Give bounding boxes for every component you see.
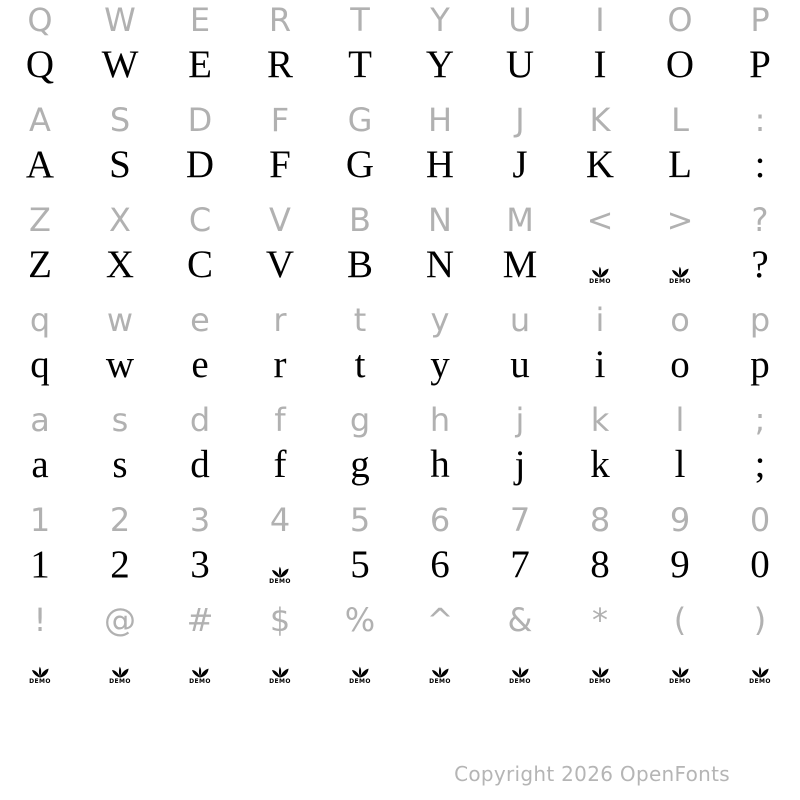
demo-word: DEMO [429, 677, 451, 685]
font-glyph-cell: Z [28, 242, 52, 286]
reference-char: I [595, 1, 605, 39]
reference-char: w [106, 301, 134, 339]
specimen-row [0, 500, 800, 600]
reference-char: h [429, 401, 451, 439]
reference-char: d [189, 401, 211, 439]
font-glyph-cell: a [31, 442, 49, 486]
demo-placeholder-glyph [109, 666, 131, 685]
demo-placeholder-glyph [269, 666, 291, 685]
demo-placeholder-glyph [589, 266, 611, 285]
specimen-row [0, 0, 800, 100]
reference-char: P [750, 1, 770, 39]
demo-word: DEMO [509, 677, 531, 685]
specimen-row [0, 100, 800, 200]
reference-char: K [589, 101, 611, 139]
font-glyph-cell: G [345, 142, 375, 186]
font-glyph-cell [160, 645, 240, 684]
font-glyph-cell: g [350, 442, 370, 486]
fleuron-icon [750, 666, 770, 678]
font-glyph-cell: 5 [350, 542, 370, 586]
reference-char: ( [673, 601, 687, 639]
font-glyph-cell: : [754, 142, 766, 186]
reference-char: ? [751, 201, 769, 239]
demo-word: DEMO [669, 677, 691, 685]
font-glyph-cell: P [749, 42, 771, 86]
font-glyph-cell: l [674, 442, 686, 486]
font-glyph-cell: 6 [430, 542, 450, 586]
reference-char: u [509, 301, 531, 339]
font-glyph-line [0, 636, 800, 692]
font-glyph-cell [720, 645, 800, 684]
reference-char: l [675, 401, 685, 439]
reference-char: a [30, 401, 50, 439]
demo-word: DEMO [189, 677, 211, 685]
font-glyph-cell: t [354, 342, 366, 386]
reference-char: k [590, 401, 610, 439]
font-glyph-line [0, 436, 800, 492]
reference-char: f [274, 401, 286, 439]
reference-char: @ [104, 601, 136, 639]
fleuron-icon [590, 266, 610, 278]
fleuron-icon [30, 666, 50, 678]
reference-char: H [427, 101, 453, 139]
demo-word: DEMO [749, 677, 771, 685]
font-glyph-cell [480, 645, 560, 684]
reference-char: Z [29, 201, 51, 239]
reference-char: > [666, 201, 694, 239]
demo-word: DEMO [589, 277, 611, 285]
fleuron-icon [510, 666, 530, 678]
reference-char: 5 [349, 501, 371, 539]
demo-placeholder-glyph [749, 666, 771, 685]
font-glyph-cell: B [346, 242, 373, 286]
reference-char: 8 [589, 501, 611, 539]
reference-char: ! [33, 601, 47, 639]
font-glyph-cell: 7 [510, 542, 530, 586]
font-glyph-cell [640, 645, 720, 684]
font-glyph-cell: 2 [110, 542, 130, 586]
reference-char: ) [753, 601, 767, 639]
reference-char: ; [754, 401, 766, 439]
reference-char: q [29, 301, 51, 339]
font-glyph-cell [0, 645, 80, 684]
reference-char: V [269, 201, 291, 239]
font-glyph-cell: C [186, 242, 213, 286]
reference-char: G [347, 101, 373, 139]
reference-char: p [749, 301, 771, 339]
specimen-row [0, 200, 800, 300]
copyright-text: Copyright 2026 OpenFonts [454, 762, 730, 786]
reference-char: J [515, 101, 525, 139]
font-glyph-cell: N [425, 242, 455, 286]
font-glyph-cell: K [585, 142, 615, 186]
demo-placeholder-glyph [509, 666, 531, 685]
reference-label-line [0, 200, 800, 239]
font-glyph-cell: S [109, 142, 131, 186]
reference-char: i [595, 301, 605, 339]
font-glyph-line [0, 536, 800, 592]
fleuron-icon [430, 666, 450, 678]
font-glyph-cell: y [430, 342, 450, 386]
reference-char: O [667, 1, 693, 39]
demo-word: DEMO [669, 277, 691, 285]
demo-placeholder-glyph [669, 666, 691, 685]
font-glyph-cell [80, 645, 160, 684]
reference-char: R [268, 1, 292, 39]
font-glyph-cell [560, 245, 640, 284]
reference-char: ^ [426, 601, 454, 639]
font-glyph-cell [640, 245, 720, 284]
font-glyph-cell: r [273, 342, 287, 386]
reference-char: D [187, 101, 213, 139]
font-glyph-cell: W [101, 42, 139, 86]
font-glyph-cell: T [348, 42, 372, 86]
reference-char: T [350, 1, 370, 39]
font-glyph-line [0, 236, 800, 292]
reference-char: $ [269, 601, 291, 639]
demo-word: DEMO [349, 677, 371, 685]
reference-char: F [270, 101, 290, 139]
font-glyph-cell [320, 645, 400, 684]
demo-placeholder-glyph [669, 266, 691, 285]
reference-char: t [353, 301, 367, 339]
reference-char: * [592, 601, 608, 639]
font-glyph-cell: 9 [670, 542, 690, 586]
reference-char: g [349, 401, 371, 439]
font-glyph-cell: s [112, 442, 128, 486]
reference-char: < [586, 201, 614, 239]
demo-word: DEMO [269, 677, 291, 685]
specimen-row [0, 600, 800, 700]
font-glyph-line [0, 136, 800, 192]
font-glyph-cell: f [273, 442, 287, 486]
demo-placeholder-glyph [29, 666, 51, 685]
font-glyph-line [0, 36, 800, 92]
fleuron-icon [270, 566, 290, 578]
reference-char: e [190, 301, 210, 339]
demo-word: DEMO [109, 677, 131, 685]
reference-char: s [111, 401, 129, 439]
reference-char: 1 [29, 501, 51, 539]
font-glyph-cell: H [425, 142, 455, 186]
reference-char: # [186, 601, 214, 639]
font-glyph-cell: J [512, 142, 528, 186]
demo-placeholder-glyph [269, 566, 291, 585]
reference-label-line [0, 100, 800, 139]
demo-placeholder-glyph [429, 666, 451, 685]
reference-char: E [189, 1, 211, 39]
reference-char: U [508, 1, 532, 39]
reference-char: 6 [429, 501, 451, 539]
demo-word: DEMO [269, 577, 291, 585]
font-glyph-cell: h [430, 442, 450, 486]
font-glyph-line [0, 336, 800, 392]
reference-char: j [515, 401, 525, 439]
reference-char: 9 [669, 501, 691, 539]
font-glyph-cell: Y [425, 42, 455, 86]
specimen-row [0, 400, 800, 500]
specimen-row [0, 300, 800, 400]
reference-label-line [0, 300, 800, 339]
font-glyph-cell: E [188, 42, 212, 86]
font-glyph-cell: L [668, 142, 692, 186]
reference-char: o [670, 301, 690, 339]
font-glyph-cell: X [105, 242, 135, 286]
font-glyph-cell: 1 [30, 542, 50, 586]
font-glyph-cell: 0 [750, 542, 770, 586]
reference-label-line [0, 500, 800, 539]
font-glyph-cell: p [750, 342, 770, 386]
reference-char: y [430, 301, 450, 339]
fleuron-icon [350, 666, 370, 678]
font-glyph-cell: D [185, 142, 215, 186]
font-glyph-cell: V [265, 242, 295, 286]
reference-char: M [506, 201, 534, 239]
reference-char: & [507, 601, 533, 639]
font-glyph-cell: i [594, 342, 606, 386]
reference-char: X [109, 201, 131, 239]
reference-char: Q [27, 1, 53, 39]
demo-word: DEMO [589, 677, 611, 685]
font-glyph-cell: Q [25, 42, 55, 86]
reference-char: : [754, 101, 766, 139]
fleuron-icon [670, 666, 690, 678]
reference-label-line [0, 400, 800, 439]
font-glyph-cell [560, 645, 640, 684]
font-glyph-cell: F [269, 142, 291, 186]
font-glyph-cell: k [590, 442, 610, 486]
font-glyph-cell: O [665, 42, 695, 86]
font-glyph-cell [400, 645, 480, 684]
font-glyph-cell: U [505, 42, 535, 86]
font-glyph-cell: M [502, 242, 538, 286]
demo-placeholder-glyph [349, 666, 371, 685]
reference-char: W [104, 1, 136, 39]
reference-char: B [349, 201, 371, 239]
reference-char: Y [430, 1, 450, 39]
reference-label-line [0, 0, 800, 39]
font-glyph-cell: R [266, 42, 293, 86]
fleuron-icon [590, 666, 610, 678]
reference-char: A [29, 101, 51, 139]
reference-char: C [188, 201, 212, 239]
reference-char: N [428, 201, 452, 239]
font-glyph-cell: o [670, 342, 690, 386]
footer [454, 762, 730, 786]
font-glyph-cell: ; [754, 442, 766, 486]
fleuron-icon [270, 666, 290, 678]
reference-char: 0 [749, 501, 771, 539]
font-glyph-cell: j [514, 442, 526, 486]
fleuron-icon [190, 666, 210, 678]
font-glyph-cell: I [593, 42, 607, 86]
font-glyph-cell: d [190, 442, 210, 486]
fleuron-icon [670, 266, 690, 278]
font-glyph-cell: A [25, 142, 55, 186]
font-glyph-cell [240, 645, 320, 684]
font-glyph-cell: 8 [590, 542, 610, 586]
font-glyph-cell: q [30, 342, 50, 386]
reference-char: 7 [509, 501, 531, 539]
reference-char: % [344, 601, 376, 639]
reference-char: r [273, 301, 287, 339]
reference-char: L [671, 101, 689, 139]
reference-char: S [109, 101, 131, 139]
font-glyph-cell: u [510, 342, 530, 386]
demo-placeholder-glyph [189, 666, 211, 685]
font-glyph-cell: w [105, 342, 135, 386]
font-glyph-cell: ? [751, 242, 769, 286]
font-glyph-cell: 3 [190, 542, 210, 586]
font-glyph-cell [240, 545, 320, 584]
font-glyph-cell: e [191, 342, 209, 386]
reference-char: 4 [269, 501, 291, 539]
reference-label-line [0, 600, 800, 639]
reference-char: 3 [189, 501, 211, 539]
fleuron-icon [110, 666, 130, 678]
demo-word: DEMO [29, 677, 51, 685]
reference-char: 2 [109, 501, 131, 539]
demo-placeholder-glyph [589, 666, 611, 685]
